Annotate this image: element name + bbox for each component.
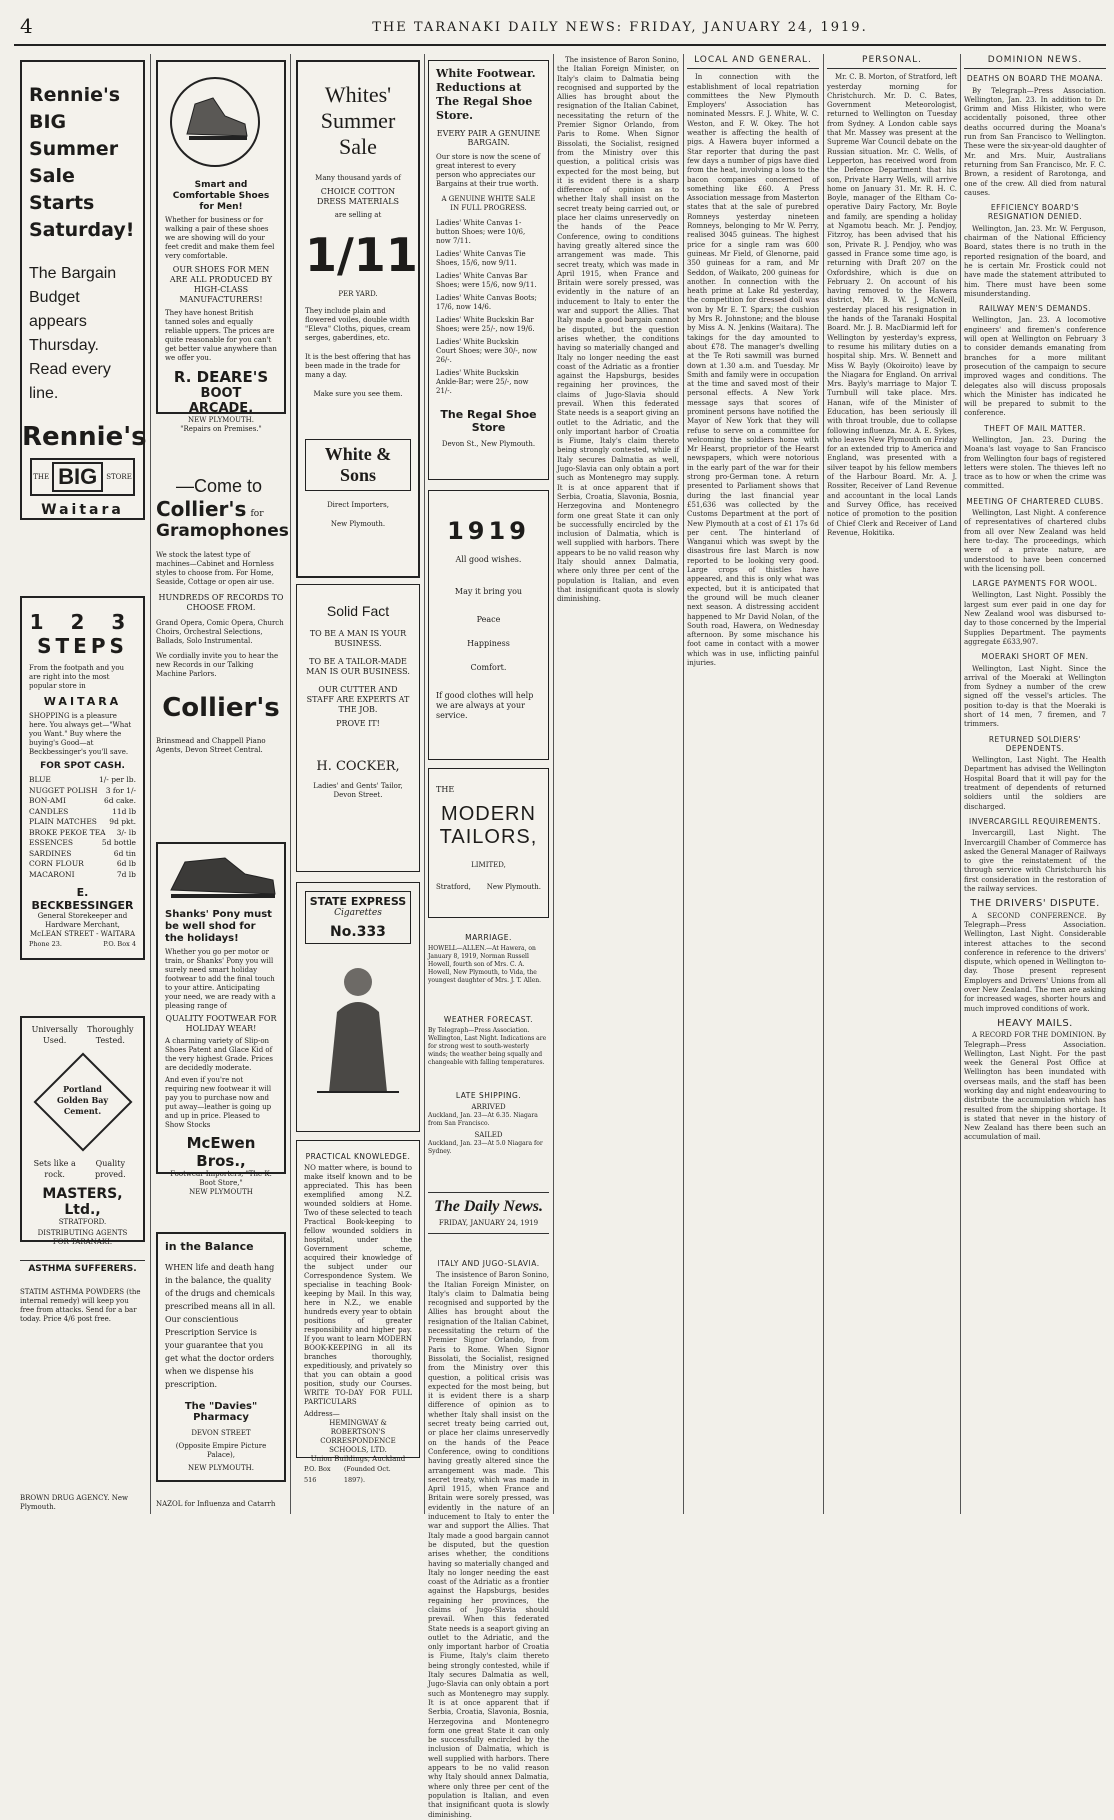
store-big: BIG (52, 462, 103, 492)
whites-price: 1/11 (305, 228, 418, 282)
dominion-sub: LARGE PAYMENTS FOR WOOL. (972, 579, 1098, 589)
dominion-body: Wellington, Jan. 23. During the Moana's last voyage to San Francisco from Wellington four bags of registered letters were stolen. The thieves left no trace as to how or when the crime was committed. (964, 435, 1106, 491)
shipping-arrived: ARRIVED (471, 1103, 506, 1111)
asthma-body: STATIM ASTHMA POWDERS (the internal remedy) will keep you free from attacks. Send for a bar today. Price 4/6 post free. (20, 1288, 141, 1323)
weather-notice (428, 1010, 549, 1067)
dominion-sub: MEETING OF CHARTERED CLUBS. (966, 496, 1104, 506)
dominion-sub: THEFT OF MAIL MATTER. (984, 423, 1086, 433)
state-express-ad (296, 882, 420, 1132)
greeting-close: If good clothes will help we are always at your service. (436, 691, 534, 720)
regal-ad (428, 60, 549, 480)
steps-address: McLEAN STREET - WAITARA (29, 930, 136, 938)
steps-box: P.O. Box 4 (103, 940, 136, 948)
dominion-head: DOMINION NEWS. (964, 56, 1106, 69)
dominion-body: Wellington, Last Night. A conference of representatives of chartered clubs from all over New Zealand was held here to-day. The proceedings, which were of a private nature, are understood to have been concerned with the licensing poll. (964, 509, 1106, 573)
whites-are: are selling at (334, 211, 382, 219)
personal-column (827, 56, 957, 1518)
masthead-title: THE TARANAKI DAILY NEWS: FRIDAY, JANUARY 24, 1919. (372, 19, 868, 35)
whites-lead: Many thousand yards of (315, 174, 401, 182)
modern-limited: LIMITED, (471, 861, 506, 869)
deare-name3: ARCADE, (188, 401, 254, 416)
price-item-value: 6d cake. (104, 796, 136, 805)
colliers-headline2: Collier's (156, 497, 247, 521)
nazol-ad: NAZOL for Influenza and Catarrh (156, 1500, 276, 1508)
cocker-line3: OUR CUTTER AND STAFF ARE EXPERTS AT THE JOB. (306, 685, 410, 714)
price-row (29, 859, 136, 870)
regal-item-list (436, 219, 541, 396)
colliers-for: for (250, 509, 264, 519)
shipping-notice (428, 1086, 549, 1156)
cocker-ad (296, 584, 420, 872)
whites-title: Sale (339, 134, 377, 159)
price-row (29, 796, 136, 807)
column-rule (553, 54, 554, 1514)
deare-body: Whether for business or for walking a pair of these shoes we are showing will do your feet credit and make them feel very comfortable. (165, 216, 275, 260)
mcewen-headline: Shanks' Pony must be well shod for the holidays! (165, 909, 272, 944)
regal-sub: EVERY PAIR A GENUINE BARGAIN. (436, 129, 541, 147)
regal-item: Ladies' White Buckskin Bar Shoes; were 25/-, now 19/6. (436, 316, 535, 333)
price-row (29, 838, 136, 849)
price-item-value: 11d lb (112, 806, 136, 816)
dominion-body: Wellington, Last Night. Since the arrival of the Moeraki at Wellington from Sydney a number of the crew signed off the vessel's articles. The position to-day is that the Moeraki is short of 14 men, 7 firemen, and 7 trimmers. (964, 664, 1106, 729)
price-item-name: BON-AMI (29, 796, 66, 805)
price-row (29, 786, 136, 797)
modern-left: Stratford, (436, 883, 471, 891)
column-rule (150, 54, 151, 1514)
editorial-continued: The insistence of Baron Sonino, the Italian Foreign Minister, on Italy's claim to Dalmatia being recognised and supported by the Allies has brought about the resignation of the Italian Cabinet, necessitating the return of the Premier Signor Orlando, from Paris to Rome. When Signor Bissolati, the Socialist, resigned from the Ministry over this question, a political crisis was expected for the most being, but it is evident there is a sharp difference of opinion as to whether Italy shall insist on the secret treaty being carried out, or place her claims unreservedly on the hands of the Peace Conference, owing to conditions having greatly altered since the arrangement was made. This secret treaty, which was made in April 1915, when France and Britain were sorely pressed, was evidently in the nature of an inducement to Italy to enter the war and support the Allies. That Italy made a good bargain cannot be disputed, but the question arises whether, the conditions having so materially changed and Italy no longer needing the east coast of the Adriatic as a frontier against the Hapsburgs, besides regaining her provinces, the claims of Jugo-Slavia should prevail. When this federated State needs is a seaport giving an outlet to the Adriatic, and the only important harbor of Croatia is Fiume, Italy's claim thereto being strongly contested, while if Italy secures Dalmatia as well, Jugo-Slavia can only obtain a port such as Montenegro may supply. It is at once apparent that if Serbia, Croatia, Slavonia, Bosnia, Herzegovina and Montenegro form one great State it can only be successfully encircled by the inclusion of Dalmatia, which is well supplied with harbors. There appears to be no valid reason why Italy should annex Dalmatia, where only three per cent of the population is Italian, and even that insignificant quota is slowly diminishing. (557, 56, 679, 604)
marriage-notice (428, 928, 549, 985)
masthead (14, 10, 1106, 46)
regal-item: Ladies' White Canvas Boots; 17/6, now 14/6. (436, 294, 537, 311)
dominion-sub: EFFICIENCY BOARD'S RESIGNATION DENIED. (987, 203, 1083, 222)
knowledge-bldg: Union Buildings, Auckland (310, 1455, 406, 1463)
personal-head: PERSONAL. (827, 56, 957, 69)
cement-quality: Quality proved. (94, 1159, 126, 1179)
price-item-value: 7d lb (116, 869, 136, 879)
price-row (29, 807, 136, 818)
rennie-town: Waitara (41, 502, 124, 518)
steps-ad (20, 596, 145, 960)
whites-cta: Make sure you see them. (313, 390, 403, 398)
deare-name2: BOOT (200, 386, 242, 401)
cement-agents: DISTRIBUTING AGENTS FOR TARANAKI. (37, 1229, 128, 1246)
mcewen-body3: And even if you're not requiring new footwear it will pay you to purchase now and put away—leather is going up and up in price. Pleased to Show Stocks (165, 1076, 272, 1129)
cocker-line2: TO BE A TAILOR-MADE MAN IS OUR BUSINESS. (306, 657, 410, 676)
rennie-body-line: Read every line. (29, 361, 111, 402)
price-row (29, 870, 136, 881)
knowledge-body: NO matter where, is bound to make itself known and to be appreciated. This has been exemplified among N.Z. wounded soldiers at Home. Two of these selected to teach Practical Book-keeping to fellow wounded soldiers in hospital, under the Government scheme, acquired their knowledge of the subject under our Correspondence System. We specialise in teaching Book-keeping by Mail. In this way, here in N.Z., we enable hundreds every year to obtain positions of greater responsibility and higher pay. If you want to learn MODERN BOOK-KEEPING in all its branches thoroughly, expeditiously, and privately so that you can obtain a good position, study our Courses. WRITE TO-DAY FOR FULL PARTICULARS (304, 1164, 412, 1406)
steps-intro: From the footpath and you are right into the most popular store in (29, 664, 125, 690)
marriage-head: MARRIAGE. (465, 933, 512, 942)
price-row (29, 775, 136, 786)
dominion-sub: RETURNED SOLDIERS' DEPENDENTS. (988, 734, 1082, 753)
cocker-line1: TO BE A MAN IS YOUR BUSINESS. (309, 629, 407, 648)
deare-ad (156, 60, 286, 433)
local-body: In connection with the establishment of local repatriation committees the New Plymouth Employers' Association has nominated Messrs. F. J. White, W. C. Weston, and F. W. Okey. The hot weather is affecting the health of pigs. A Hawera buyer informed a Star reporter that during the past few days a number of pigs have died from the heat, involving a loss to the bacon companies concerned of something like £60. A Press Association message from Masterton states that at the sale of purebred Romneys yesterday nineteen Romneys, belonging to Mr W. Perry, realised 3045 guineas. The highest price for a single ram was 600 guineas. Mr Field, of Glenorne, paid 350 guineas for a ram, and Mr Seddon, of Waikato, 200 guineas for another. In connection with the heath prime at Lake Rd yesterday, the competition for dressed doll was won by Mr E. T. Sparx; the cushion by Mrs R. Johnstone; and the blouse by Miss A. N. Jenkins (Waitara). The takings for the day amounted to about £78. The manager's dwelling at the Te Roti sawmill was burned down at 1.30 a.m. and Tuesday. Mr Smith and family were in occupation at the time and saved most of their personal effects. A New York message says that scores of prominent persons have notified the Mayor of New York that they will refuse to serve on a committee for welcoming the soldiers home with Mr Hearst, proprietor of the Hearst newspapers, which were notorious in the early part of the war for their strong pro-German tone. A return presented to Parliament shows that during the last financial year £51,636 was collected by the Customs Department at the port of New Plymouth at a cost of £1 17s 6d per cent. The hinterland of Wanganui which was swept by the disastrous fire last March is now reported to be looking very good. Large crops of thistles have appeared, and this is only what was expected, but it is anticipated that the ground will be much cleaner next season. A distressing accident happened to Mr David Nolan, of the South road, Hawera, on Wednesday afternoon. By some mischance his foot came in contact with a mower which was in use, inflicting painful injuries. (687, 73, 819, 667)
se-sub: Cigarettes (334, 908, 382, 918)
greeting-ad (428, 490, 549, 760)
steps-merchant-sub: General Storekeeper and Hardware Merchant, (37, 912, 128, 929)
shipping-head: LATE SHIPPING. (455, 1091, 522, 1100)
price-item-name: MACARONI (29, 869, 75, 879)
figure-illustration (297, 952, 419, 1102)
deare-note: "Repairs on Premises." (180, 425, 262, 433)
cement-company: MASTERS, Ltd., (42, 1186, 123, 1218)
dominion-body: Wellington, Jan. 23. Mr. W. Ferguson, chairman of the National Efficiency Board, states there is no truth in the reported resignation of the board, and he is certain Mr. Frostick could not have made the statement attributed to him. There must have been some misunderstanding. (964, 224, 1106, 298)
deare-headline: Smart and Comfortable Shoes for Men! (172, 180, 270, 212)
dominion-sub: THE DRIVERS' DISPUTE. (970, 898, 1100, 910)
greeting-line: May it bring you (454, 587, 523, 596)
boot-illustration (165, 850, 281, 906)
steps-phone: Phone 23. (29, 940, 62, 948)
cocker-name: H. COCKER, (316, 759, 400, 774)
price-item-name: NUGGET POLISH (29, 785, 98, 795)
column-rule (290, 54, 291, 1514)
whites-caps: CHOICE COTTON DRESS MATERIALS (316, 187, 400, 206)
cement-used: Universally Used. (31, 1025, 78, 1045)
regal-item: Ladies' White Buckskin Court Shoes; were 30/-, now 26/-. (436, 338, 537, 364)
modern-name1: MODERN (441, 803, 536, 825)
rennie-line: BIG (29, 111, 67, 133)
steps-cash-head: FOR SPOT CASH. (40, 761, 125, 771)
editorial-head: ITALY AND JUGO-SLAVIA. (437, 1259, 540, 1268)
dominion-body: Wellington, Jan. 23. A locomotive engineers' and firemen's conference will open at Wellington on February 3 to consider demands emanating from branches for a more militant prosecution of the campaign to secure improved wages and conditions. The delegates also will discuss proposals which the Minister has indicated he will be prepared to submit to the conference. (964, 316, 1106, 418)
local-column (687, 56, 819, 1518)
se-brand: STATE EXPRESS (309, 895, 407, 908)
rennie-line: Sale (29, 165, 75, 187)
modern-tailors-ad (428, 768, 549, 918)
deare-caps: OUR SHOES FOR MEN ARE ALL PRODUCED BY HIGH-CLASS MANUFACTURERS! (169, 265, 273, 304)
dominion-sub: DEATHS ON BOARD THE MOANA. (966, 74, 1104, 84)
colliers-headline1: —Come to (176, 476, 263, 496)
modern-name2: TAILORS, (439, 826, 538, 848)
modern-the: THE (436, 785, 455, 794)
rennie-body-line: Thursday. (29, 337, 99, 354)
davies-street: DEVON STREET (191, 1429, 251, 1437)
deare-town: NEW PLYMOUTH. (188, 416, 254, 424)
greeting-wishes: All good wishes. (455, 555, 522, 564)
mcewen-ad (156, 842, 286, 1196)
regal-address: Devon St., New Plymouth. (441, 440, 536, 448)
modern-right: New Plymouth. (486, 883, 541, 891)
price-item-name: PLAIN MATCHES (29, 817, 97, 826)
greeting-word: Comfort. (470, 663, 507, 672)
dominion-body: A RECORD FOR THE DOMINION. By Telegraph—Press Association. Wellington, Last Night. For the past week the General Post Office at Wellington has been inundated with overseas mails, and the staff has been working day and night endeavouring to distribute the accumulation which has resulted from the shipping shortage. It is stated that never in the history of New Zealand has there been such an accumulation of mail. (964, 1031, 1106, 1142)
price-item-value: 3 for 1/- (105, 785, 136, 795)
column-rule (683, 54, 684, 1514)
regal-item: Ladies' White Canvas Tie Shoes, 15/6, now 9/11. (436, 250, 526, 267)
shipping-sailed: SAILED (474, 1131, 503, 1139)
dominion-sub: MOERAKI SHORT OF MEN. (981, 652, 1089, 662)
colliers-ad (156, 476, 289, 755)
local-head: LOCAL AND GENERAL. (687, 56, 819, 69)
mcewen-body2: A charming variety of Slip-on Shoes Patent and Glace Kid of the very highest Grade. Prices are decidedly moderate. (165, 1037, 273, 1072)
cement-ad (20, 1016, 145, 1246)
cocker-sub: Ladies' and Gents' Tailor, Devon Street. (313, 782, 403, 799)
price-row (29, 817, 136, 828)
mcewen-caps: QUALITY FOOTWEAR FOR HOLIDAY WEAR! (165, 1014, 277, 1033)
editorial-intro (428, 1254, 549, 1819)
rennie-brand: Rennie's (22, 422, 147, 452)
cement-brand: Cement. (63, 1106, 102, 1116)
steps-price-list (29, 775, 136, 880)
davies-town: NEW PLYMOUTH. (188, 1464, 254, 1472)
davies-opposite: (Opposite Empire Picture Palace), (175, 1442, 267, 1459)
shipping-sail-line: Auckland, Jan. 23—At 5.0 Niagara for Sydney. (428, 1140, 543, 1155)
price-item-name: CORN FLOUR (29, 859, 84, 868)
cement-town: STRATFORD. (58, 1218, 107, 1226)
price-item-value: 1/- per lb. (98, 775, 136, 784)
bottom-left-ad: BROWN DRUG AGENCY. New Plymouth. (20, 1494, 128, 1511)
dominion-sub: INVERCARGILL REQUIREMENTS. (969, 816, 1101, 826)
mcewen-name: McEwen Bros., (186, 1134, 256, 1170)
whites-title: Whites' (324, 82, 392, 107)
price-item-name: ESSENCES (29, 838, 74, 847)
knowledge-school: HEMINGWAY & ROBERTSON'S CORRESPONDENCE SCHOOLS, LTD. (320, 1419, 396, 1454)
mcewen-town: NEW PLYMOUTH (189, 1188, 253, 1196)
whites-note: It is the best offering that has been made in the trade for many a day. (305, 353, 411, 379)
news-flag-date: FRIDAY, JANUARY 24, 1919 (438, 1219, 539, 1227)
page-number: 4 (20, 14, 34, 38)
cocker-prove: PROVE IT! (336, 719, 380, 728)
mcewen-sub: Footwear Importers, "The K. Boot Store," (170, 1170, 272, 1187)
deare-body2: They have honest British tanned soles and equally reliable uppers. The prices are quite reasonable for you can't get better value anywhere than we offer you. (165, 309, 277, 362)
steps-pitch: SHOPPING is a pleasure here. You always get—"What you Want." Buy where the buying's Good—at Beckbessinger's you'll save. (29, 712, 132, 756)
marriage-body: HOWELL—ALLEN.—At Hawera, on January 8, 1919, Norman Russell Howell, fourth son of Mrs. C. A. Howell, New Plymouth, to Vida, the youngest daughter of Mrs. J. T. Allen. (428, 945, 542, 984)
dominion-body: By Telegraph—Press Association. Wellington, Jan. 23. In addition to Dr. Grimm and Miss Hikister, who were accidentally poisoned, three other deaths occurred during the Moana's run from San Francisco to Wellington. These were the six-year-old daughter of Mr. and Mrs. Muir, Australians returning from San Francisco, Mr. F. C. Brown, a resident of Rarotonga, and one of the crew. All died from natural causes. (964, 86, 1106, 197)
news-flag-title: The Daily News. (434, 1198, 543, 1215)
editorial-body: The insistence of Baron Sonino, the Italian Foreign Minister, on Italy's claim to Dalmatia being recognised and supported by the Allies has brought about the resignation of the Italian Cabinet, necessitating the return of the Premier Signor Orlando, from Paris to Rome. When Signor Bissolati, the Socialist, resigned from the Ministry over this question, a political crisis was expected for the most being, but it is evident there is a sharp difference of opinion as to whether Italy shall insist on the secret treaty being carried out, or place her claims unreservedly on the hands of the Peace Conference, owing to conditions having greatly altered since the arrangement was made. This secret treaty, which was made in April 1915, when France and Britain were sorely pressed, was evidently in the nature of an inducement to Italy to enter the war and support the Allies. That Italy made a good bargain cannot be disputed, but the question arises whether, the conditions having so materially changed and Italy no longer needing the east coast of the Adriatic as a frontier against the Hapsburgs, besides regaining her provinces, the claims of Jugo-Slavia should prevail. When this federated State needs is a seaport giving an outlet to the Adriatic, and the only important harbor of Croatia is Fiume, Italy's claim thereto being strongly contested, while if Italy secures Dalmatia as well, Jugo-Slavia can only obtain a port such as Montenegro may supply. It is at once apparent that if Serbia, Croatia, Slavonia, Bosnia, Herzegovina and Montenegro form one great State it can only be successfully encircled by the inclusion of Dalmatia, which is well supplied with harbors. There appears to be no valid reason why Italy should annex Dalmatia, where only three per cent of the population is Italian, and even that insignificant quota is slowly diminishing. (428, 1271, 549, 1819)
price-item-name: CANDLES (29, 806, 69, 816)
rennie-body-line: The Bargain (29, 265, 117, 282)
davies-name: The "Davies" Pharmacy (184, 1401, 258, 1423)
price-item-value: 6d lb (116, 859, 136, 868)
rennie-line: Summer (29, 138, 119, 160)
regal-item: Ladies' White Canvas Bar Shoes; were 15/6, now 9/11. (436, 272, 537, 289)
whites-body: They include plain and flowered voiles, double width "Eleva" Cloths, piques, cream serges, gaberdines, etc. (305, 307, 411, 342)
price-item-value: 9d pkt. (109, 817, 136, 826)
regal-item: Ladies' White Canvas 1-button Shoes; were 10/6, now 7/11. (436, 219, 526, 245)
whites-brand: White & Sons (305, 439, 411, 491)
asthma-title: ASTHMA SUFFERERS. (20, 1260, 145, 1274)
cement-diamond (33, 1052, 133, 1152)
whites-sub: Direct Importers, (327, 501, 389, 509)
mcewen-body: Whether you go per motor or train, or Shanks' Pony you will surely need smart holiday footwear to add the final touch to your attire. Anticipating your need, we are ready with a pleasing range of (165, 948, 276, 1010)
colliers-invite: We cordially invite you to hear the new Records in our Talking Machine Parlors. (156, 652, 279, 678)
column-rule (823, 54, 824, 1514)
editorial-column (557, 56, 679, 1518)
price-item-value: 6d tin (113, 848, 136, 858)
regal-intro: Our store is now the scene of great interest to every person who appreciates our Bargains at their true worth. (436, 153, 541, 188)
dominion-sub: RAILWAY MEN'S DEMANDS. (979, 304, 1091, 314)
knowledge-founded: (Founded Oct. 1897). (343, 1465, 391, 1484)
price-item-name: SARDINES (29, 848, 72, 858)
price-item-value: 3/- lb (116, 827, 136, 837)
price-row (29, 828, 136, 839)
deare-name: R. DEARE'S (173, 368, 269, 386)
colliers-types: Grand Opera, Comic Opera, Church Choirs, Orchestral Selections, Ballads, Solo Instrumental. (156, 619, 284, 645)
colliers-headline3: Gramophones (156, 521, 289, 541)
greeting-year: 1919 (447, 517, 530, 545)
whites-ad (296, 60, 420, 578)
boot-illustration (165, 74, 265, 170)
steps-title: STEPS (37, 634, 128, 658)
weather-body: By Telegraph—Press Association. Wellington, Last Night. Indications are for strong west to south-westerly winds; the weather being squally and changeable with falling temperatures. (428, 1027, 547, 1066)
dominion-sub: HEAVY MAILS. (997, 1017, 1073, 1029)
knowledge-ad (296, 1140, 420, 1484)
store-pre: THE (33, 473, 50, 481)
colliers-agents: Brinsmead and Chappell Piano Agents, Devon Street Central. (156, 737, 266, 754)
shipping-arr-line: Auckland, Jan. 23—At 6.35. Niagara from San Francisco. (428, 1112, 538, 1127)
dominion-body: Wellington, Last Night. Possibly the largest sum ever paid in one day for New Zealand wool was disbursed to-day to those concerned by the Imperial Supplies Department. The payments aggregate £633,907. (964, 591, 1106, 646)
price-row (29, 849, 136, 860)
davies-top: in the Balance (165, 1240, 254, 1253)
steps-town: WAITARA (43, 695, 122, 708)
greeting-word: Peace (476, 615, 501, 624)
knowledge-box: P.O. Box 516 (304, 1465, 331, 1484)
steps-merchant: E. BECKBESSINGER (31, 886, 134, 912)
rennie-ad (20, 60, 145, 520)
colliers-body: We stock the latest type of machines—Cabinet and Hornless styles to choose from. For Home, Seaside, Cottage or open air use. (156, 551, 275, 586)
rennie-store-banner (30, 458, 135, 496)
weather-head: WEATHER FORECAST. (443, 1015, 534, 1024)
news-flag (428, 1192, 549, 1234)
se-number: No.333 (330, 924, 386, 940)
whites-town: New Plymouth. (330, 520, 386, 528)
cocker-title: Solid Fact (326, 603, 390, 619)
dominion-body: Wellington, Last Night. The Health Department has advised the Wellington Hospital Board that it will pay for the treatment of dependents of returned soldiers until the soldiers are discharged. (964, 756, 1106, 811)
store-post: STORE (106, 473, 132, 481)
knowledge-title: PRACTICAL KNOWLEDGE. (305, 1152, 411, 1161)
whites-title: Summer (320, 108, 396, 133)
dominion-body: A SECOND CONFERENCE. By Telegraph—Press Association. Wellington, Last Night. Considerable interest attaches to the second conference in reference to the drivers' dispute, which opened in Wellington to-day. Those present represent Employers and Drivers' Unions from all over New Zealand. The men are asking for increased wages, shorter hours and much improved conditions of work. (964, 911, 1106, 1013)
cement-brand: Golden Bay (56, 1095, 109, 1105)
davies-ad (156, 1232, 286, 1482)
price-item-value: 5d bottle (101, 838, 136, 847)
regal-caps: A GENUINE WHITE SALE IN FULL PROGRESS. (441, 195, 536, 212)
whites-per: PER YARD. (338, 290, 378, 298)
column-rule (424, 54, 425, 1514)
rennie-line: Rennie's (29, 84, 121, 106)
cement-rock: Sets like a rock. (33, 1159, 76, 1179)
colliers-brand: Collier's (162, 693, 280, 723)
price-item-name: BLUE (29, 775, 51, 784)
regal-title: White Footwear. Reductions at The Regal Shoe Store. (436, 67, 536, 122)
regal-item: Ladies' White Buckskin Ankle-Bar; were 25/-, now 21/-. (436, 369, 529, 395)
column-rule (960, 54, 961, 1514)
dominion-column (964, 56, 1106, 1518)
davies-body: WHEN life and death hang in the balance, the quality of the drugs and chemicals prescribed means all in all. Our conscientious Prescription Service is your guarantee that you get what the doctor orders when we dispense his prescription. (165, 1263, 276, 1389)
price-item-name: BROKE PEKOE TEA (29, 827, 106, 837)
regal-brand: The Regal Shoe Store (440, 408, 537, 434)
greeting-word: Happiness (467, 639, 510, 648)
rennie-body-line: Budget appears (29, 289, 87, 330)
asthma-ad (20, 1260, 145, 1324)
steps-numbers: 1 2 3 (29, 610, 136, 634)
colliers-records: HUNDREDS OF RECORDS TO CHOOSE FROM. (158, 593, 284, 612)
personal-body: Mr. C. B. Morton, of Stratford, left yesterday morning for Christchurch. Mr. D. C. Bates, Government Meteorologist, returned to Wellington on Tuesday from Sydney. A London cable says that Mr. Massey was present at the Supreme War Council debate on the Russian situation. Mr. C. Wells, of Lepperton, has received word from the Defence Department that his son, Private Harry Wells, will arrive home on January 31. Mr. R. H. C. Boyle, manager of the Eltham Co-operative Dairy Factory, Mr. Boyle and family, are spending a holiday at Ngamotu beach. Mr. J. Pendjoy, Fitzroy, has been advised that his son, Private R. J. Pendjoy, who was gassed in France some time ago, is returning with Draft 207 on the Oxfordshire, which is due on February 2. On account of his having removed to the Hawera district, Mr. B. W. J. McNeill, yesterday placed his resignation in the hands of the Taranaki Hospital Board. Mr. J. B. MacDiarmid left for Wellington by yesterday's express, to resume his military duties on a hospital ship. Mrs. W. Bennett and Miss W. Bayly (Okoiroito) leave by the Niagara for England. On arrival Mrs. Bayly's marriage to Major T. Turnbull will take place. Mrs. Hanan, wife of the Minister of Education, has been seriously ill with throat trouble, due to collapse following influenza. Mr. A. E. Sykes, who leaves New Plymouth on Friday for an extended trip to America and England, was presented with a silver teapot by his fellow members of the Harbour Board. Mr. A. J. Rossiter, Receiver of Land Revenue and accountant in the local Lands and Survey Office, has received notice of promotion to the position of Chief Clerk and Receiver of Land Revenue, Hokitika. (827, 73, 957, 537)
cement-brand: Portland (63, 1084, 102, 1094)
dominion-body: Invercargill, Last Night. The Invercargill Chamber of Commerce has asked the General Manager of Railways to give the reinstatement of the through service with Christchurch his first consideration in the restoration of the railway services. (964, 829, 1106, 894)
rennie-line: Saturday! (29, 219, 135, 241)
knowledge-address: Address— (304, 1410, 340, 1418)
rennie-line: Starts (29, 192, 95, 214)
cement-tested: Thoroughly Tested. (87, 1025, 134, 1045)
